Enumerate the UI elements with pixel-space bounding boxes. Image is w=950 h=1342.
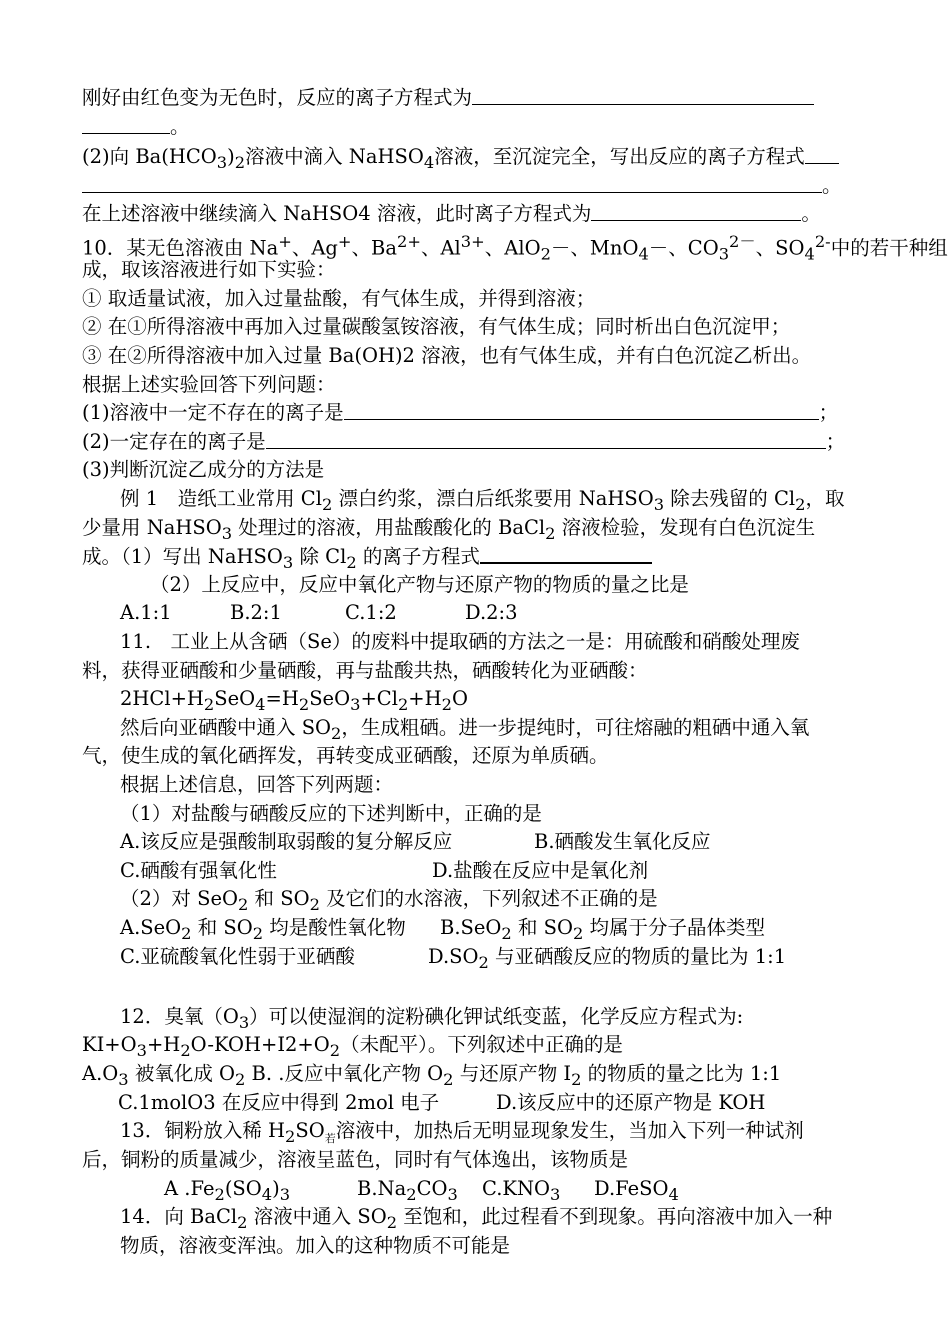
q9-part3: 在上述溶液中继续滴入 NaHSO4 溶液，此时离子方程式为 。 — [82, 202, 821, 225]
option-b[interactable]: B.SeO$_2$ 和 $SO_2$ 均属于分子晶体类型 — [440, 916, 766, 943]
q12-options-ab: $A.O_3$ 被氧化成 $O_2$ B. .反应中氧化产物 $O_2$ 与还原产物 $I_2$ 的物质的量之比为 1:1 — [82, 1062, 782, 1089]
q9-part2-cont: 。 — [82, 172, 842, 200]
option-b[interactable]: B.硒酸发生氧化反应 — [534, 830, 711, 853]
q14-line2: 物质，溶液变浑浊。加入的这种物质不可能是 — [120, 1234, 511, 1257]
q13-line2: 后，铜粉的质量减少，溶液呈蓝色，同时有气体逸出，该物质是 — [82, 1148, 629, 1171]
answer-blank[interactable] — [344, 399, 819, 420]
q11-line4: 气，使生成的氧化硒挥发，再转变成亚硒酸，还原为单质硒。 — [82, 744, 609, 767]
answer-blank[interactable] — [805, 143, 839, 164]
q13-line1: 13．铜粉放入稀 $H_2SO_若$溶液中，加热后无明显现象发生，当加入下列一种试剂 — [120, 1119, 804, 1146]
option-c[interactable]: $C.KNO_3$ — [482, 1177, 561, 1204]
q10-step3: ③ 在②所得溶液中加入过量 Ba(OH)2 溶液，也有气体生成，并有白色沉淀乙析出。 — [82, 344, 812, 367]
option-c[interactable]: C.1:2 — [345, 601, 397, 624]
answer-blank[interactable] — [266, 428, 826, 449]
option-a[interactable]: A.该反应是强酸制取弱酸的复分解反应 — [120, 830, 453, 853]
option-d[interactable]: D.2:3 — [465, 601, 518, 624]
q10-stem-cont: 成，取该溶液进行如下实验： — [82, 258, 336, 281]
example1-line2: 少量用 NaHSO$_3$ 处理过的溶液，用盐酸酸化的 BaCl$_2$ 溶液检验，发现有白色沉淀生 — [82, 516, 816, 543]
answer-blank[interactable] — [82, 113, 170, 134]
example1-line1: 例 1 造纸工业常用 $Cl_2$ 漂白约浆，漂白后纸浆要用 NaHSO$_3$ 除去残留的 $Cl_2$，取 — [120, 487, 845, 514]
option-d[interactable]: D.FeSO$_4$ — [594, 1177, 679, 1204]
option-b[interactable]: B.2:1 — [230, 601, 282, 624]
q11-equation: $2HCl+H_2SeO_4=H_2SeO_3+Cl_2+H_2O$ — [120, 687, 468, 714]
q10-prompt: 根据上述实验回答下列问题： — [82, 373, 336, 396]
q10-step2: ② 在①所得溶液中再加入过量碳酸氢铵溶液，有气体生成；同时析出白色沉淀甲； — [82, 315, 791, 338]
q11-line2: 料，获得亚硒酸和少量硒酸，再与盐酸共热，硒酸转化为亚硒酸： — [82, 659, 648, 682]
answer-blank[interactable] — [480, 542, 652, 564]
q10-stem: 10．某无色溶液由 Na+、Ag+、$Ba^{2+}$、$Al^{3+}$、AlO$_2$－、MnO$_4$－、$CO_3^{2-}$、$SO_4^{2-}$中的若干种组 — [82, 232, 948, 264]
option-a[interactable]: A.1:1 — [120, 601, 172, 624]
option-d[interactable]: D.该反应中的还原产物是 KOH — [496, 1091, 766, 1114]
q9-line1-cont: 。 — [82, 113, 190, 141]
option-d[interactable]: $D.SO_2$ 与亚硒酸反应的物质的量比为 1:1 — [428, 945, 787, 972]
example1-sub2: （2）上反应中，反应中氧化产物与还原产物的物质的量之比是 — [150, 573, 689, 596]
q11-sub2: （2）对 SeO$_2$ 和 $SO_2$ 及它们的水溶液，下列叙述不正确的是 — [120, 887, 658, 914]
q10-sub2: (2)一定存在的离子是 ； — [82, 430, 846, 453]
option-c[interactable]: C.硒酸有强氧化性 — [120, 859, 277, 882]
answer-blank[interactable] — [591, 200, 801, 221]
option-b[interactable]: $B.Na_2CO_3$ — [357, 1177, 458, 1204]
q11-line3: 然后向亚硒酸中通入 $SO_2$，生成粗硒。进一步提纯时，可往熔融的粗硒中通入氧 — [120, 716, 810, 743]
option-c[interactable]: C.1molO3 在反应中得到 2mol 电子 — [118, 1091, 440, 1114]
option-c[interactable]: C.亚硫酸氧化性弱于亚硒酸 — [120, 945, 355, 968]
example1-line3: 成。（1）写出 NaHSO$_3$ 除 $Cl_2$ 的离子方程式 — [82, 542, 652, 577]
q12-line1: 12．臭氧$(O_3)$可以使湿润的淀粉碘化钾试纸变蓝，化学反应方程式为: — [120, 1005, 744, 1032]
q10-sub1: (1)溶液中一定不存在的离子是 ； — [82, 401, 839, 424]
q11-line5: 根据上述信息，回答下列两题： — [120, 773, 394, 796]
option-a[interactable]: A $.Fe_2(SO_4)_3$ — [164, 1177, 291, 1204]
q14-line1: 14．向 BaCl$_2$ 溶液中通入 $SO_2$ 至饱和，此过程看不到现象。再向溶液中加入一种 — [120, 1205, 833, 1232]
answer-blank[interactable] — [82, 172, 822, 193]
q9-part2: (2)向 $Ba(HCO_3)_2$溶液中滴入 NaHSO$_4$溶液，至沉淀完全，写出反应的离子方程式 — [82, 143, 839, 177]
q10-step1: ① 取适量试液，加入过量盐酸，有气体生成，并得到溶液； — [82, 287, 596, 310]
answer-blank[interactable] — [472, 84, 814, 105]
q9-line1: 刚好由红色变为无色时，反应的离子方程式为 — [82, 84, 814, 112]
q11-line1: 11. 工业上从含硒（Se）的废料中提取硒的方法之一是：用硫酸和硝酸处理废 — [120, 630, 800, 653]
option-d[interactable]: D.盐酸在反应中是氧化剂 — [432, 859, 649, 882]
option-a[interactable]: A.SeO$_2$ 和 $SO_2$ 均是酸性氧化物 — [120, 916, 406, 943]
q11-sub1: （1）对盐酸与硒酸反应的下述判断中，正确的是 — [120, 802, 542, 825]
q10-sub3: (3)判断沉淀乙成分的方法是 — [82, 458, 325, 481]
q12-line2: $KI+O_3+H_2O-KOH+I2+O_2$（未配平）。下列叙述中正确的是 — [82, 1033, 623, 1060]
